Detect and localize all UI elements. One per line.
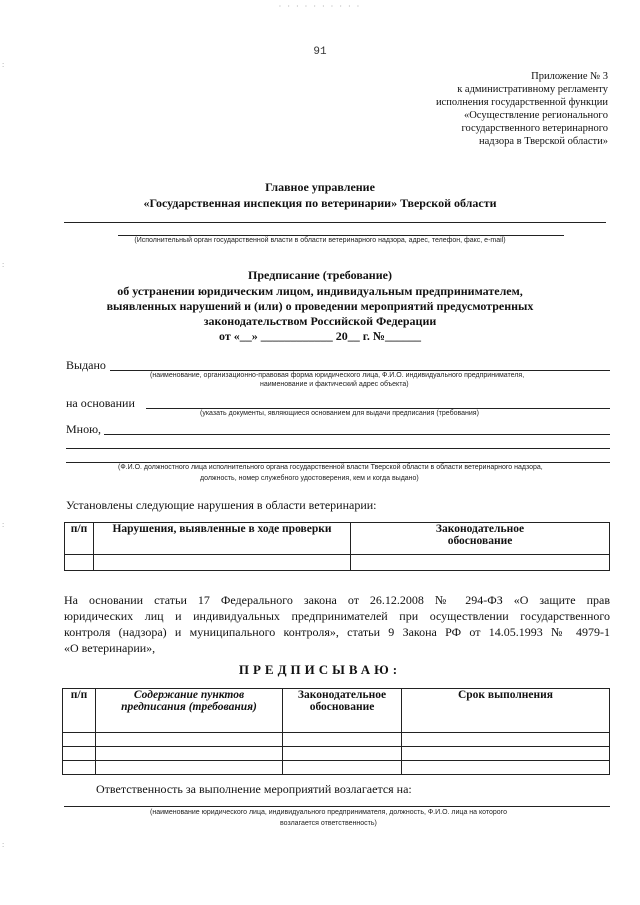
table-cell[interactable] (63, 733, 96, 747)
table-row (63, 747, 610, 761)
content-header-line1: Содержание пунктов (133, 689, 245, 701)
basis-paragraph (64, 592, 610, 656)
col-violations-header: Нарушения, выявленные в ходе проверки (94, 523, 351, 555)
table-cell[interactable] (402, 747, 610, 761)
table-header-row (65, 523, 610, 555)
table-cell[interactable] (65, 555, 94, 571)
col-content-header (96, 689, 283, 733)
appendix-line: исполнения государственной функции (435, 97, 608, 108)
responsibility-caption-2: возлагается ответственность) (280, 820, 377, 827)
appendix-line: к административному регламенту (457, 84, 608, 95)
basis-paragraph-line: юридических лиц и индивидуальных предпринимателей при осуществлении государственного (64, 609, 610, 623)
table-cell[interactable] (96, 761, 283, 775)
doc-title-line1: Предписание (требование) (248, 268, 392, 282)
content-header-line2: предписания (требования) (121, 701, 257, 713)
issued-caption-1: (наименование, организационно-правовая форма юридического лица, Ф.И.О. индивидуального предпринимателя, (150, 372, 525, 379)
legal-basis-line1: Законодательное (297, 689, 387, 701)
page-number: 91 (313, 46, 327, 58)
me-field-line-2[interactable] (66, 448, 610, 449)
table-row (63, 761, 610, 775)
col-deadline-header: Срок выполнения (402, 689, 610, 733)
doc-title-line2: об устранении юридическим лицом, индивидуальным предпринимателем, (117, 284, 523, 298)
table-cell[interactable] (63, 761, 96, 775)
me-caption-1: (Ф.И.О. должностного лица исполнительного органа государственной власти Тверской области в области ветеринарного надзора, (118, 464, 543, 471)
issued-label: Выдано (66, 358, 106, 372)
table-cell[interactable] (63, 747, 96, 761)
table-row (63, 733, 610, 747)
col-legal-basis-header (351, 523, 610, 555)
table-cell[interactable] (96, 733, 283, 747)
basis-paragraph-line: На основании статьи 17 Федерального закона от 26.12.2008 № 294-ФЗ «О защите прав (64, 593, 610, 607)
doc-title-line3: выявленных нарушений и (или) о проведении мероприятий предусмотренных (106, 299, 534, 313)
table-cell[interactable] (402, 733, 610, 747)
violations-table (64, 522, 610, 571)
col-legal-basis-header (283, 689, 402, 733)
table-header-row (63, 689, 610, 733)
org-line-1 (64, 222, 606, 223)
table-cell[interactable] (351, 555, 610, 571)
scan-artifact-left: : (2, 260, 5, 269)
basis-paragraph-line: «О ветеринарии», (64, 641, 156, 655)
responsibility-caption-1: (наименование юридического лица, индивидуального предпринимателя, должность, Ф.И.О. лица на которого (150, 809, 507, 816)
scan-artifact-top: · · · · · · · · · · (278, 2, 362, 11)
basis-paragraph-line: контроля (надзора) и муниципального контроля», статьи 9 Закона РФ от 14.05.1993 № 4979-1 (64, 625, 610, 639)
appendix-line: государственного ветеринарного (461, 123, 608, 134)
scan-artifact-left: : (2, 840, 5, 849)
legal-basis-line2: обоснование (447, 535, 513, 547)
table-cell[interactable] (402, 761, 610, 775)
org-caption: (Исполнительный орган государственной власти в области ветеринарного надзора, адрес, телефон, факс, e-mail) (134, 237, 506, 244)
table-cell[interactable] (283, 761, 402, 775)
col-number-header: п/п (65, 523, 94, 555)
appendix-line: «Осуществление региональногo (463, 110, 608, 121)
prescribe-heading: ПРЕДПИСЫВАЮ: (238, 662, 402, 677)
legal-basis-line2: обоснование (309, 701, 375, 713)
appendix-block (368, 70, 608, 148)
org-title-line1: Главное управление (265, 180, 375, 194)
table-cell[interactable] (283, 733, 402, 747)
table-row (65, 555, 610, 571)
scan-artifact-left: : (2, 520, 5, 529)
prescriptions-table (62, 688, 610, 775)
me-caption-2: должность, номер служебного удостоверения, кем и когда выдано) (200, 475, 419, 482)
legal-basis-line1: Законодательное (435, 523, 525, 535)
scan-artifact-left: : (2, 60, 5, 69)
me-label: Мною, (66, 422, 102, 436)
me-field-line-1[interactable] (104, 434, 610, 435)
org-title-line2: «Государственная инспекция по ветеринарии» Тверской области (143, 196, 497, 210)
basis-label: на основании (66, 396, 135, 410)
basis-caption: (указать документы, являющиеся основанием для выдачи предписания (требования) (200, 410, 479, 417)
violations-intro: Установлены следующие нарушения в области ветеринарии: (66, 498, 377, 512)
col-number-header: п/п (63, 689, 96, 733)
table-cell[interactable] (94, 555, 351, 571)
table-cell[interactable] (283, 747, 402, 761)
responsibility-field-line[interactable] (64, 806, 610, 807)
responsibility-text: Ответственность за выполнение мероприятий возлагается на: (96, 782, 412, 796)
appendix-line: надзора в Тверской области» (479, 136, 608, 147)
appendix-line: Приложение № 3 (531, 71, 608, 82)
table-cell[interactable] (96, 747, 283, 761)
doc-title-line4: законодательством Российской Федерации (203, 314, 437, 328)
issued-caption-2: наименование и фактический адрес объекта) (260, 381, 409, 388)
doc-date-number: от «__» ____________ 20__ г. №______ (219, 329, 421, 343)
